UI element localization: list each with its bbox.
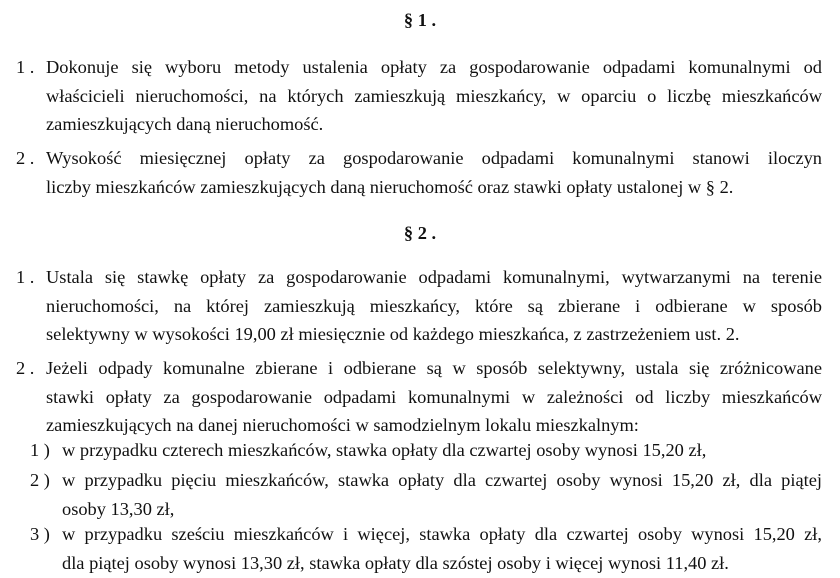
- section-2-subitem-1: [30, 436, 822, 465]
- section-2-paragraph-2: [16, 354, 822, 440]
- section-1-heading: § 1 .: [403, 10, 437, 30]
- paragraph-line: Wysokość miesięcznej opłaty za gospodarowanie odpadami komunalnymi stanowi iloczyn: [46, 148, 822, 168]
- section-2-heading: § 2 .: [403, 223, 437, 243]
- paragraph-line: Jeżeli odpady komunalne zbierane i odbierane są w sposób selektywny, ustala się zróżnicowane: [46, 358, 822, 378]
- subitem-line: dla piątej osoby wynosi 13,30 zł, stawka opłaty dla szóstej osoby i więcej wynosi 11,40 zł.: [62, 552, 729, 573]
- section-1-paragraph-2: [16, 144, 822, 201]
- subitem-line: w przypadku pięciu mieszkańców, stawka opłaty dla czwartej osoby wynosi 15,20 zł, dla piątej: [62, 470, 822, 490]
- paragraph-line: zamieszkujących daną nieruchomość.: [46, 114, 324, 134]
- section-2-subitem-3: [30, 520, 822, 577]
- paragraph-number: 1 .: [16, 267, 35, 287]
- subitem-number: 2 ): [30, 470, 50, 490]
- paragraph-line: zamieszkujących na danej nieruchomości w samodzielnym lokalu mieszkalnym:: [46, 415, 639, 435]
- paragraph-number: 1 .: [16, 57, 35, 77]
- paragraph-number: 2 .: [16, 358, 35, 378]
- paragraph-line: stawki opłaty za gospodarowanie odpadami komunalnymi w zależności od liczby mieszkańców: [46, 386, 822, 407]
- section-2-paragraph-1: [16, 263, 822, 349]
- subitem-number: 3 ): [30, 524, 50, 544]
- subitem-line: w przypadku czterech mieszkańców, stawka opłaty dla czwartej osoby wynosi 15,20 zł,: [62, 440, 707, 460]
- subitem-line: w przypadku sześciu mieszkańców i więcej, stawka opłaty dla czwartej osoby wynosi 15,20 zł,: [62, 524, 822, 544]
- section-2-subitem-2: [30, 466, 822, 523]
- paragraph-line: właścicieli nieruchomości, na których zamieszkują mieszkańcy, w oparciu o liczbę mieszkańców: [46, 85, 822, 106]
- paragraph-line: liczby mieszkańców zamieszkujących daną nieruchomość oraz stawki opłaty ustalonej w § 2.: [46, 176, 734, 197]
- paragraph-line: selektywny w wysokości 19,00 zł miesięcznie od każdego mieszkańca, z zastrzeżeniem ust. 2.: [46, 324, 740, 344]
- section-1-paragraph-1: [16, 53, 822, 139]
- paragraph-line: nieruchomości, na której zamieszkują mieszkańcy, które są zbierane i odbierane w sposób: [46, 295, 822, 316]
- subitem-number: 1 ): [30, 440, 50, 460]
- subitem-line: osoby 13,30 zł,: [62, 498, 175, 519]
- paragraph-number: 2 .: [16, 148, 35, 168]
- paragraph-line: Ustala się stawkę opłaty za gospodarowanie odpadami komunalnymi, wytwarzanymi na terenie: [46, 267, 822, 287]
- paragraph-line: Dokonuje się wyboru metody ustalenia opłaty za gospodarowanie odpadami komunalnymi od: [46, 57, 822, 77]
